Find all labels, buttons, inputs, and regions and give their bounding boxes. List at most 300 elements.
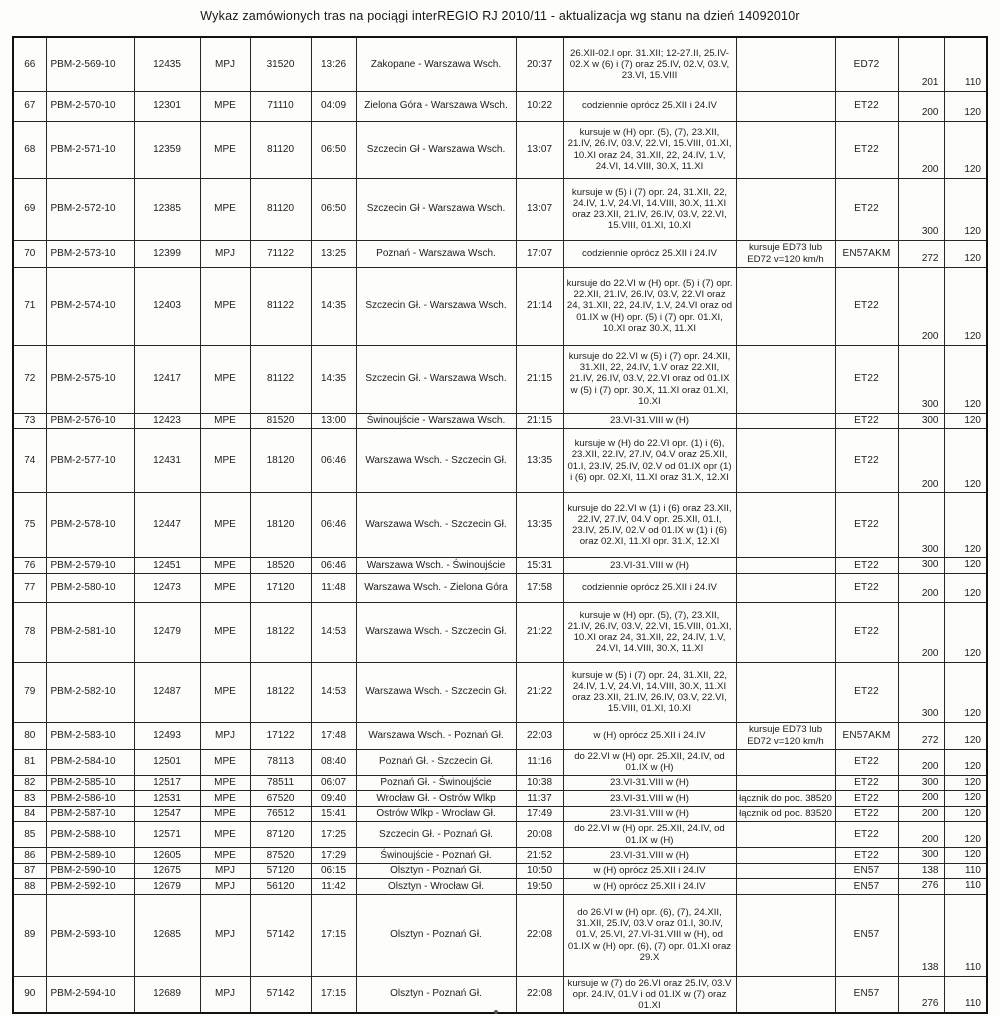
cell-unit-code: MPE — [200, 413, 250, 429]
table-row — [13, 121, 987, 178]
cell-mass-value: 300 — [898, 178, 944, 240]
cell-remark: łącznik od poc. 83520 — [736, 806, 835, 822]
cell-arrival-time: 17:07 — [516, 240, 563, 267]
cell-departure-time: 08:40 — [311, 749, 356, 775]
cell-remark — [736, 493, 835, 558]
cell-request-number: 12399 — [134, 240, 200, 267]
cell-train-number: 81520 — [250, 413, 311, 429]
cell-mass-value: 200 — [898, 806, 944, 822]
cell-unit-code: MPJ — [200, 863, 250, 879]
table-row — [13, 240, 987, 267]
cell-remark — [736, 976, 835, 1013]
cell-request-number: 12531 — [134, 791, 200, 807]
cell-route: Olsztyn - Poznań Gł. — [356, 894, 516, 976]
cell-departure-time: 11:48 — [311, 573, 356, 602]
cell-row-number: 69 — [13, 178, 46, 240]
cell-mass-value: 300 — [898, 345, 944, 413]
cell-mass-value: 300 — [898, 662, 944, 722]
cell-arrival-time: 20:08 — [516, 822, 563, 848]
cell-row-number: 89 — [13, 894, 46, 976]
cell-order-id: PBM-2-574-10 — [46, 267, 134, 345]
cell-route: Szczecin Gł. - Warszawa Wsch. — [356, 345, 516, 413]
cell-unit-code: MPE — [200, 602, 250, 662]
cell-unit-code: MPE — [200, 429, 250, 493]
cell-request-number: 12403 — [134, 267, 200, 345]
cell-train-number: 87520 — [250, 848, 311, 864]
cell-request-number: 12571 — [134, 822, 200, 848]
cell-speed-value: 120 — [944, 775, 987, 791]
cell-speed-value: 120 — [944, 345, 987, 413]
cell-remark — [736, 345, 835, 413]
cell-row-number: 74 — [13, 429, 46, 493]
cell-order-id: PBM-2-569-10 — [46, 37, 134, 91]
cell-departure-time: 17:48 — [311, 722, 356, 749]
cell-order-id: PBM-2-578-10 — [46, 493, 134, 558]
cell-unit-code: MPE — [200, 791, 250, 807]
cell-request-number: 12685 — [134, 894, 200, 976]
cell-request-number: 12359 — [134, 121, 200, 178]
cell-order-id: PBM-2-581-10 — [46, 602, 134, 662]
cell-mass-value: 200 — [898, 429, 944, 493]
cell-train-number: 81122 — [250, 267, 311, 345]
cell-arrival-time: 21:22 — [516, 662, 563, 722]
cell-unit-code: MPE — [200, 267, 250, 345]
cell-request-number: 12679 — [134, 879, 200, 895]
cell-order-id: PBM-2-588-10 — [46, 822, 134, 848]
cell-mass-value: 276 — [898, 879, 944, 895]
cell-unit-code: MPE — [200, 662, 250, 722]
cell-arrival-time: 21:15 — [516, 345, 563, 413]
cell-rolling-stock: ET22 — [835, 345, 898, 413]
cell-arrival-time: 13:07 — [516, 178, 563, 240]
cell-row-number: 70 — [13, 240, 46, 267]
cell-departure-time: 06:50 — [311, 178, 356, 240]
cell-remark — [736, 121, 835, 178]
cell-train-number: 71110 — [250, 91, 311, 121]
cell-departure-time: 04:09 — [311, 91, 356, 121]
cell-remark — [736, 573, 835, 602]
cell-remark: kursuje ED73 lub ED72 v=120 km/h — [736, 240, 835, 267]
table-row — [13, 429, 987, 493]
cell-order-id: PBM-2-593-10 — [46, 894, 134, 976]
cell-arrival-time: 10:50 — [516, 863, 563, 879]
table-row — [13, 806, 987, 822]
cell-rolling-stock: ET22 — [835, 848, 898, 864]
table-row — [13, 178, 987, 240]
cell-unit-code: MPE — [200, 806, 250, 822]
cell-calendar-note: codziennie oprócz 25.XII i 24.IV — [563, 573, 736, 602]
cell-calendar-note: kursuje w (5) i (7) opr. 24, 31.XII, 22, 24.IV, 1.V, 24.VI, 14.VIII, 30.X, 11.XI oraz 23.XII, 21.IV, 26.IV, 03.V, 22.VI, 15.VIII, 01.XI, 10.XI — [563, 178, 736, 240]
cell-departure-time: 17:15 — [311, 976, 356, 1013]
cell-remark — [736, 178, 835, 240]
cell-train-number: 81120 — [250, 178, 311, 240]
cell-calendar-note: 23.VI-31.VIII w (H) — [563, 775, 736, 791]
cell-speed-value: 120 — [944, 573, 987, 602]
cell-train-number: 17120 — [250, 573, 311, 602]
cell-departure-time: 13:00 — [311, 413, 356, 429]
cell-rolling-stock: ET22 — [835, 267, 898, 345]
cell-arrival-time: 21:52 — [516, 848, 563, 864]
cell-row-number: 81 — [13, 749, 46, 775]
cell-rolling-stock: ET22 — [835, 662, 898, 722]
cell-order-id: PBM-2-594-10 — [46, 976, 134, 1013]
table-row — [13, 573, 987, 602]
cell-speed-value: 120 — [944, 91, 987, 121]
cell-rolling-stock: ET22 — [835, 493, 898, 558]
cell-request-number: 12435 — [134, 37, 200, 91]
cell-route: Szczecin Gł. - Warszawa Wsch. — [356, 267, 516, 345]
cell-row-number: 73 — [13, 413, 46, 429]
cell-route: Warszawa Wsch. - Szczecin Gł. — [356, 602, 516, 662]
cell-calendar-note: kursuje do 22.VI w (1) i (6) oraz 23.XII, 22.IV, 27.IV, 04.V opr. 25.XII, 01.I, 23.IV, 25.IV, 02.V od 01.IX w (1) i (6) oraz 02.XI, 11.XI opr. 31.X, 12.XI — [563, 493, 736, 558]
cell-train-number: 57120 — [250, 863, 311, 879]
cell-departure-time: 14:53 — [311, 602, 356, 662]
cell-speed-value: 120 — [944, 267, 987, 345]
cell-arrival-time: 13:07 — [516, 121, 563, 178]
cell-rolling-stock: ET22 — [835, 806, 898, 822]
table-row — [13, 822, 987, 848]
cell-remark — [736, 602, 835, 662]
cell-unit-code: MPJ — [200, 976, 250, 1013]
cell-row-number: 80 — [13, 722, 46, 749]
cell-route: Szczecin Gł - Warszawa Wsch. — [356, 121, 516, 178]
cell-departure-time: 06:07 — [311, 775, 356, 791]
cell-unit-code: MPE — [200, 121, 250, 178]
page-title: Wykaz zamówionych tras na pociągi interREGIO RJ 2010/11 - aktualizacja wg stanu na dzień 14092010r — [200, 9, 800, 23]
scan-speck — [494, 1010, 498, 1014]
cell-unit-code: MPJ — [200, 894, 250, 976]
cell-departure-time: 15:41 — [311, 806, 356, 822]
cell-route: Warszawa Wsch. - Szczecin Gł. — [356, 493, 516, 558]
table-row — [13, 91, 987, 121]
cell-order-id: PBM-2-571-10 — [46, 121, 134, 178]
cell-row-number: 71 — [13, 267, 46, 345]
cell-arrival-time: 13:35 — [516, 493, 563, 558]
cell-route: Świnoujście - Poznań Gł. — [356, 848, 516, 864]
cell-route: Olsztyn - Poznań Gł. — [356, 976, 516, 1013]
cell-remark — [736, 822, 835, 848]
cell-train-number: 18120 — [250, 429, 311, 493]
cell-row-number: 85 — [13, 822, 46, 848]
cell-speed-value: 120 — [944, 848, 987, 864]
cell-order-id: PBM-2-573-10 — [46, 240, 134, 267]
cell-remark — [736, 662, 835, 722]
cell-train-number: 78113 — [250, 749, 311, 775]
cell-unit-code: MPE — [200, 822, 250, 848]
cell-rolling-stock: EN57AKM — [835, 240, 898, 267]
cell-speed-value: 120 — [944, 602, 987, 662]
cell-route: Wrocław Gł. - Ostrów Wlkp — [356, 791, 516, 807]
cell-mass-value: 200 — [898, 91, 944, 121]
cell-calendar-note: kursuje w (7) do 26.VI oraz 25.IV, 03.V opr. 24.IV, 01.V i od 01.IX w (7) oraz 01.XI — [563, 976, 736, 1013]
table-row — [13, 894, 987, 976]
cell-unit-code: MPE — [200, 558, 250, 574]
cell-rolling-stock: EN57 — [835, 894, 898, 976]
cell-departure-time: 14:53 — [311, 662, 356, 722]
cell-train-number: 57142 — [250, 976, 311, 1013]
cell-speed-value: 110 — [944, 879, 987, 895]
cell-arrival-time: 13:35 — [516, 429, 563, 493]
cell-speed-value: 120 — [944, 493, 987, 558]
cell-row-number: 75 — [13, 493, 46, 558]
cell-speed-value: 120 — [944, 121, 987, 178]
cell-mass-value: 300 — [898, 848, 944, 864]
cell-calendar-note: do 22.VI w (H) opr. 25.XII, 24.IV, od 01.IX w (H) — [563, 749, 736, 775]
cell-departure-time: 06:46 — [311, 493, 356, 558]
cell-order-id: PBM-2-586-10 — [46, 791, 134, 807]
cell-mass-value: 200 — [898, 602, 944, 662]
cell-train-number: 87120 — [250, 822, 311, 848]
cell-remark: łącznik do poc. 38520 — [736, 791, 835, 807]
cell-remark — [736, 558, 835, 574]
cell-train-number: 56120 — [250, 879, 311, 895]
cell-speed-value: 120 — [944, 806, 987, 822]
cell-arrival-time: 21:14 — [516, 267, 563, 345]
cell-row-number: 88 — [13, 879, 46, 895]
cell-calendar-note: 23.VI-31.VIII w (H) — [563, 558, 736, 574]
cell-rolling-stock: ET22 — [835, 822, 898, 848]
cell-mass-value: 200 — [898, 573, 944, 602]
cell-departure-time: 11:42 — [311, 879, 356, 895]
cell-order-id: PBM-2-575-10 — [46, 345, 134, 413]
cell-departure-time: 14:35 — [311, 345, 356, 413]
cell-calendar-note: w (H) oprócz 25.XII i 24.IV — [563, 863, 736, 879]
cell-speed-value: 120 — [944, 178, 987, 240]
cell-rolling-stock: EN57 — [835, 879, 898, 895]
cell-rolling-stock: ET22 — [835, 91, 898, 121]
cell-calendar-note: w (H) oprócz 25.XII i 24.IV — [563, 722, 736, 749]
cell-rolling-stock: ET22 — [835, 602, 898, 662]
cell-order-id: PBM-2-592-10 — [46, 879, 134, 895]
cell-remark — [736, 267, 835, 345]
cell-rolling-stock: ET22 — [835, 791, 898, 807]
cell-rolling-stock: ET22 — [835, 749, 898, 775]
cell-order-id: PBM-2-577-10 — [46, 429, 134, 493]
cell-train-number: 71122 — [250, 240, 311, 267]
cell-unit-code: MPE — [200, 775, 250, 791]
table-row — [13, 976, 987, 1013]
cell-departure-time: 06:50 — [311, 121, 356, 178]
cell-mass-value: 200 — [898, 121, 944, 178]
cell-row-number: 79 — [13, 662, 46, 722]
cell-request-number: 12493 — [134, 722, 200, 749]
cell-unit-code: MPJ — [200, 240, 250, 267]
cell-speed-value: 120 — [944, 558, 987, 574]
cell-calendar-note: kursuje w (H) do 22.VI opr. (1) i (6), 23.XII, 22.IV, 27.IV, 04.V oraz 25.XII, 01.I, 23.IV, 25.IV, 02.V od 01.IX opr (1) i (6) opr. 02.XI, 11.XI oraz 31.X, 12.XI — [563, 429, 736, 493]
table-row — [13, 879, 987, 895]
cell-speed-value: 120 — [944, 791, 987, 807]
cell-train-number: 18120 — [250, 493, 311, 558]
cell-order-id: PBM-2-579-10 — [46, 558, 134, 574]
cell-order-id: PBM-2-570-10 — [46, 91, 134, 121]
cell-train-number: 81122 — [250, 345, 311, 413]
cell-speed-value: 120 — [944, 662, 987, 722]
cell-calendar-note: 23.VI-31.VIII w (H) — [563, 806, 736, 822]
cell-arrival-time: 10:22 — [516, 91, 563, 121]
table-row — [13, 267, 987, 345]
cell-mass-value: 200 — [898, 749, 944, 775]
cell-order-id: PBM-2-582-10 — [46, 662, 134, 722]
cell-arrival-time: 20:37 — [516, 37, 563, 91]
cell-row-number: 90 — [13, 976, 46, 1013]
cell-mass-value: 300 — [898, 493, 944, 558]
cell-request-number: 12473 — [134, 573, 200, 602]
cell-route: Olsztyn - Wrocław Gł. — [356, 879, 516, 895]
cell-train-number: 57142 — [250, 894, 311, 976]
cell-arrival-time: 22:03 — [516, 722, 563, 749]
cell-rolling-stock: EN57AKM — [835, 722, 898, 749]
cell-unit-code: MPE — [200, 848, 250, 864]
cell-mass-value: 200 — [898, 822, 944, 848]
cell-order-id: PBM-2-583-10 — [46, 722, 134, 749]
cell-speed-value: 120 — [944, 749, 987, 775]
cell-speed-value: 110 — [944, 863, 987, 879]
cell-remark — [736, 863, 835, 879]
cell-train-number: 17122 — [250, 722, 311, 749]
cell-train-number: 18122 — [250, 662, 311, 722]
table-row — [13, 848, 987, 864]
cell-mass-value: 200 — [898, 791, 944, 807]
cell-calendar-note: 23.VI-31.VIII w (H) — [563, 791, 736, 807]
cell-remark — [736, 894, 835, 976]
cell-unit-code: MPE — [200, 345, 250, 413]
table-row — [13, 345, 987, 413]
cell-rolling-stock: ET22 — [835, 429, 898, 493]
cell-rolling-stock: ET22 — [835, 558, 898, 574]
cell-train-number: 31520 — [250, 37, 311, 91]
cell-train-number: 18520 — [250, 558, 311, 574]
table-body — [13, 37, 987, 1013]
cell-request-number: 12385 — [134, 178, 200, 240]
table-row — [13, 413, 987, 429]
cell-remark — [736, 429, 835, 493]
cell-route: Warszawa Wsch. - Szczecin Gł. — [356, 662, 516, 722]
cell-arrival-time: 10:38 — [516, 775, 563, 791]
cell-arrival-time: 17:58 — [516, 573, 563, 602]
cell-mass-value: 300 — [898, 775, 944, 791]
cell-row-number: 77 — [13, 573, 46, 602]
cell-route: Zakopane - Warszawa Wsch. — [356, 37, 516, 91]
cell-rolling-stock: ET22 — [835, 775, 898, 791]
cell-remark — [736, 37, 835, 91]
cell-speed-value: 110 — [944, 976, 987, 1013]
cell-request-number: 12301 — [134, 91, 200, 121]
table-row — [13, 791, 987, 807]
cell-calendar-note: kursuje w (5) i (7) opr. 24, 31.XII, 22, 24.IV, 1.V, 24.VI, 14.VIII, 30.X, 11.XI oraz 23.XII, 21.IV, 26.IV, 03.V, 22.VI, 15.VIII, 01.XI, 10.XI — [563, 662, 736, 722]
cell-unit-code: MPE — [200, 493, 250, 558]
cell-request-number: 12423 — [134, 413, 200, 429]
cell-row-number: 84 — [13, 806, 46, 822]
cell-order-id: PBM-2-585-10 — [46, 775, 134, 791]
cell-departure-time: 09:40 — [311, 791, 356, 807]
cell-arrival-time: 22:08 — [516, 976, 563, 1013]
cell-request-number: 12417 — [134, 345, 200, 413]
cell-unit-code: MPE — [200, 178, 250, 240]
cell-unit-code: MPJ — [200, 37, 250, 91]
cell-rolling-stock: ET22 — [835, 178, 898, 240]
cell-calendar-note: 26.XII-02.I opr. 31.XII; 12-27.II, 25.IV-02.X w (6) i (7) oraz 25.IV, 02.V, 03.V, 23.VI, 15.VIII — [563, 37, 736, 91]
cell-speed-value: 120 — [944, 822, 987, 848]
cell-mass-value: 300 — [898, 558, 944, 574]
cell-departure-time: 13:25 — [311, 240, 356, 267]
cell-request-number: 12501 — [134, 749, 200, 775]
cell-train-number: 81120 — [250, 121, 311, 178]
cell-request-number: 12479 — [134, 602, 200, 662]
cell-route: Warszawa Wsch. - Świnoujście — [356, 558, 516, 574]
cell-rolling-stock: ET22 — [835, 121, 898, 178]
cell-calendar-note: 23.VI-31.VIII w (H) — [563, 413, 736, 429]
cell-unit-code: MPJ — [200, 722, 250, 749]
cell-request-number: 12547 — [134, 806, 200, 822]
table-row — [13, 37, 987, 91]
cell-remark: kursuje ED73 lub ED72 v=120 km/h — [736, 722, 835, 749]
cell-mass-value: 300 — [898, 413, 944, 429]
cell-rolling-stock: ET22 — [835, 573, 898, 602]
table-row — [13, 722, 987, 749]
cell-remark — [736, 413, 835, 429]
cell-departure-time: 06:15 — [311, 863, 356, 879]
cell-calendar-note: kursuje w (H) opr. (5), (7), 23.XII, 21.IV, 26.IV, 03.V, 22.VI, 15.VIII, 01.XI, 10.XI oraz 24, 31.XII, 22, 24.IV, 1.V, 24.VI, 14.VIII, 30.X, 11.XI — [563, 602, 736, 662]
cell-calendar-note: 23.VI-31.VIII w (H) — [563, 848, 736, 864]
cell-route: Szczecin Gł. - Poznań Gł. — [356, 822, 516, 848]
cell-row-number: 66 — [13, 37, 46, 91]
cell-speed-value: 120 — [944, 413, 987, 429]
cell-row-number: 87 — [13, 863, 46, 879]
cell-calendar-note: codziennie oprócz 25.XII i 24.IV — [563, 240, 736, 267]
table-row — [13, 749, 987, 775]
cell-arrival-time: 17:49 — [516, 806, 563, 822]
cell-remark — [736, 749, 835, 775]
cell-unit-code: MPJ — [200, 879, 250, 895]
cell-request-number: 12447 — [134, 493, 200, 558]
cell-route: Ostrów Wlkp - Wrocław Gł. — [356, 806, 516, 822]
cell-calendar-note: do 26.VI w (H) opr. (6), (7), 24.XII, 31.XII, 25.IV, 03.V oraz 01.I, 30.IV, 01.V, 25.VI, 27.VI-31.VIII w (H), od 01.IX w (H) opr. (6), (7) opr. 01.XI oraz 29.X — [563, 894, 736, 976]
cell-mass-value: 276 — [898, 976, 944, 1013]
cell-request-number: 12517 — [134, 775, 200, 791]
cell-calendar-note: do 22.VI w (H) opr. 25.XII, 24.IV, od 01.IX w (H) — [563, 822, 736, 848]
cell-order-id: PBM-2-590-10 — [46, 863, 134, 879]
cell-row-number: 78 — [13, 602, 46, 662]
cell-route: Poznań - Warszawa Wsch. — [356, 240, 516, 267]
cell-speed-value: 110 — [944, 894, 987, 976]
cell-request-number: 12431 — [134, 429, 200, 493]
cell-mass-value: 272 — [898, 722, 944, 749]
cell-calendar-note: kursuje w (H) opr. (5), (7), 23.XII, 21.IV, 26.IV, 03.V, 22.VI, 15.VIII, 01.XI, 10.XI oraz 24, 31.XII, 22, 24.IV, 1.V, 24.VI, 14.VIII, 30.X, 11.XI — [563, 121, 736, 178]
cell-order-id: PBM-2-572-10 — [46, 178, 134, 240]
cell-departure-time: 17:29 — [311, 848, 356, 864]
cell-train-number: 67520 — [250, 791, 311, 807]
cell-mass-value: 200 — [898, 267, 944, 345]
cell-route: Zielona Góra - Warszawa Wsch. — [356, 91, 516, 121]
table-row — [13, 775, 987, 791]
cell-order-id: PBM-2-580-10 — [46, 573, 134, 602]
cell-speed-value: 120 — [944, 722, 987, 749]
cell-rolling-stock: EN57 — [835, 863, 898, 879]
cell-route: Poznań Gł. - Świnoujście — [356, 775, 516, 791]
cell-row-number: 82 — [13, 775, 46, 791]
cell-mass-value: 272 — [898, 240, 944, 267]
cell-request-number: 12487 — [134, 662, 200, 722]
cell-remark — [736, 879, 835, 895]
cell-speed-value: 120 — [944, 429, 987, 493]
cell-train-number: 76512 — [250, 806, 311, 822]
cell-mass-value: 201 — [898, 37, 944, 91]
table-row — [13, 662, 987, 722]
cell-departure-time: 17:25 — [311, 822, 356, 848]
cell-arrival-time: 22:08 — [516, 894, 563, 976]
cell-row-number: 86 — [13, 848, 46, 864]
cell-route: Warszawa Wsch. - Szczecin Gł. — [356, 429, 516, 493]
